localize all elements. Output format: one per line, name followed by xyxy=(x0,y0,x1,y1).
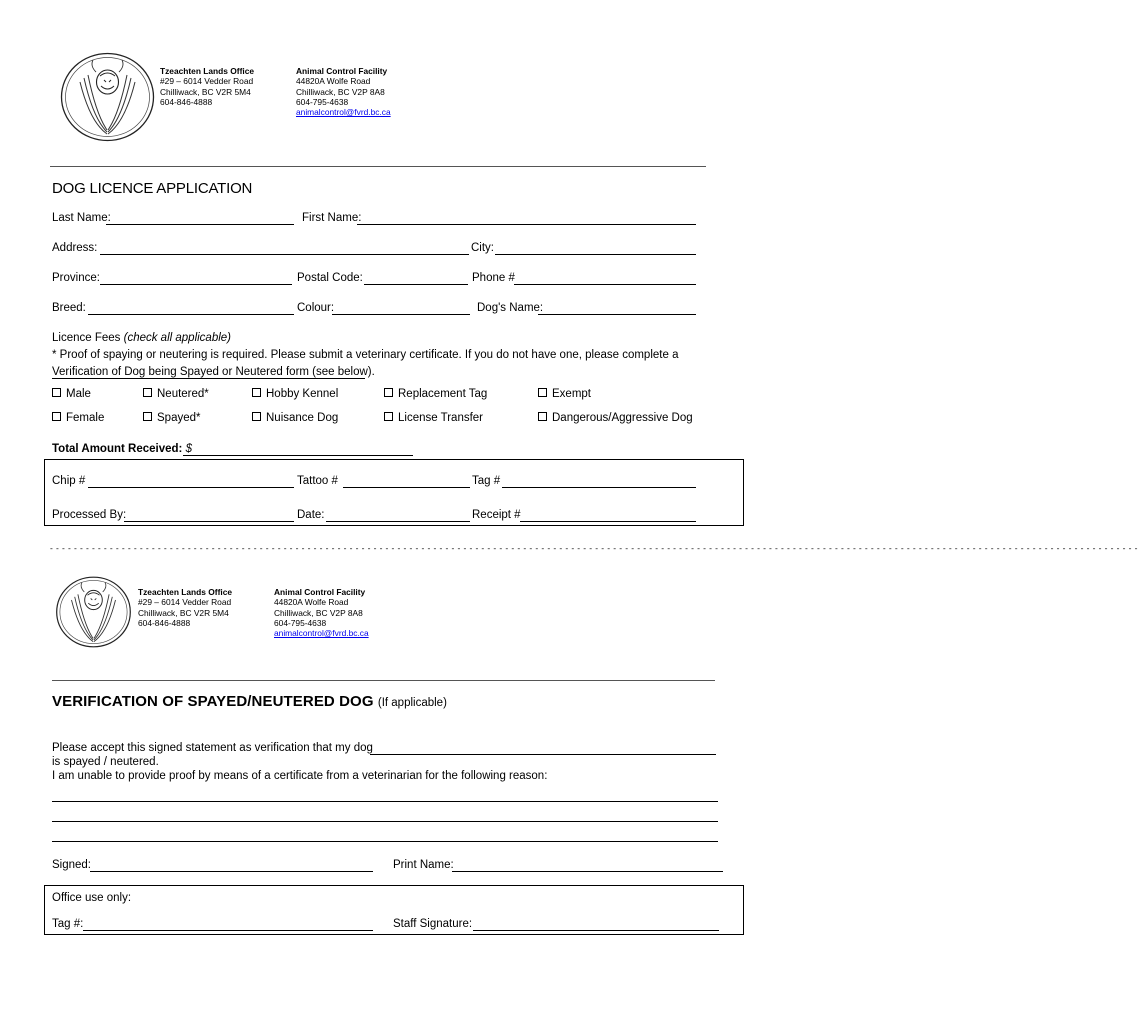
dog-name-field[interactable] xyxy=(370,754,716,755)
facility-address-line2: Chilliwack, BC V2P 8A8 xyxy=(296,86,385,97)
receipt-label: Receipt # xyxy=(472,509,521,521)
province-field[interactable] xyxy=(100,284,292,285)
verification-title-note: (If applicable) xyxy=(377,697,447,709)
checkbox-male-label: Male xyxy=(66,388,91,400)
office-name: Tzeachten Lands Office xyxy=(138,587,233,597)
facility-name: Animal Control Facility xyxy=(274,587,366,597)
office-address-block xyxy=(160,66,254,107)
postal-code-label: Postal Code: xyxy=(297,272,363,284)
facility-address-block xyxy=(274,587,369,638)
facility-address-block xyxy=(296,66,391,117)
proof-notice-underline xyxy=(52,378,365,379)
checkbox-hobby-kennel[interactable] xyxy=(252,388,338,401)
checkbox-neutered-label: Neutered* xyxy=(157,388,209,400)
checkbox-square-icon xyxy=(143,412,152,421)
total-amount-heading xyxy=(52,443,192,456)
checkbox-male[interactable] xyxy=(52,388,91,401)
checkbox-square-icon xyxy=(384,388,393,397)
tag-field[interactable] xyxy=(502,487,696,488)
office-phone: 604-846-4888 xyxy=(138,617,191,628)
reason-line-1[interactable] xyxy=(52,801,718,802)
tattoo-label: Tattoo # xyxy=(297,475,338,487)
first-name-label: First Name: xyxy=(302,212,362,224)
postal-code-field[interactable] xyxy=(364,284,468,285)
statement-part2: is spayed / neutered. xyxy=(52,756,159,768)
reason-line-2[interactable] xyxy=(52,821,718,822)
checkbox-dangerous-dog-label: Dangerous/Aggressive Dog xyxy=(552,412,693,424)
chip-field[interactable] xyxy=(88,487,294,488)
header-divider xyxy=(52,680,715,681)
first-name-field[interactable] xyxy=(357,224,696,225)
total-amount-field[interactable] xyxy=(183,455,413,456)
checkbox-square-icon xyxy=(143,388,152,397)
proof-notice-line2: Verification of Dog being Spayed or Neutered form (see below). xyxy=(52,366,375,378)
checkbox-exempt[interactable] xyxy=(538,388,591,401)
office-phone: 604-846-4888 xyxy=(160,96,213,107)
receipt-field[interactable] xyxy=(520,521,696,522)
licence-fees-label: Licence Fees xyxy=(52,332,121,344)
total-currency-symbol: $ xyxy=(185,443,192,455)
office-address-line2: Chilliwack, BC V2R 5M4 xyxy=(160,86,251,97)
checkbox-square-icon xyxy=(384,412,393,421)
statement-part1: Please accept this signed statement as verification that my dog xyxy=(52,742,373,754)
checkbox-spayed-label: Spayed* xyxy=(157,412,201,424)
address-label: Address: xyxy=(52,242,98,254)
signature-field[interactable] xyxy=(90,871,373,872)
facility-phone: 604-795-4638 xyxy=(296,96,349,107)
facility-address-line2: Chilliwack, BC V2P 8A8 xyxy=(274,607,363,618)
last-name-label: Last Name: xyxy=(52,212,111,224)
colour-label: Colour: xyxy=(297,302,335,314)
checkbox-replacement-tag[interactable] xyxy=(384,388,487,401)
dogs-name-label: Dog's Name: xyxy=(477,302,544,314)
office-address-line1: #29 – 6014 Vedder Road xyxy=(160,76,254,87)
checkbox-square-icon xyxy=(252,388,261,397)
dogs-name-field[interactable] xyxy=(538,314,696,315)
facility-name: Animal Control Facility xyxy=(296,66,388,76)
print-name-label: Print Name: xyxy=(393,859,454,871)
proof-notice-line1: * Proof of spaying or neutering is required. Please submit a veterinary certificate. If you do not have one, please complete a xyxy=(52,349,679,361)
facility-email-link[interactable]: animalcontrol@fvrd.bc.ca xyxy=(296,107,391,118)
office-use-label: Office use only: xyxy=(52,892,132,904)
last-name-field[interactable] xyxy=(106,224,294,225)
tzeachten-logo xyxy=(55,576,132,648)
checkbox-license-transfer[interactable] xyxy=(384,412,483,425)
office-address-block xyxy=(138,587,232,628)
verification-title xyxy=(52,693,447,710)
facility-email-link[interactable]: animalcontrol@fvrd.bc.ca xyxy=(274,628,369,639)
print-name-field[interactable] xyxy=(452,871,723,872)
date-label: Date: xyxy=(297,509,325,521)
verification-title-text: VERIFICATION OF SPAYED/NEUTERED DOG xyxy=(52,693,374,710)
chip-label: Chip # xyxy=(52,475,86,487)
office-address-line2: Chilliwack, BC V2R 5M4 xyxy=(138,607,229,618)
office-tag-field[interactable] xyxy=(83,930,373,931)
tag-label: Tag # xyxy=(472,475,501,487)
form-title: DOG LICENCE APPLICATION xyxy=(52,180,253,197)
staff-signature-field[interactable] xyxy=(473,930,719,931)
checkbox-spayed[interactable] xyxy=(143,412,200,425)
office-address-line1: #29 – 6014 Vedder Road xyxy=(138,597,232,608)
cut-line: - - - - - - - - - - - - - - - - - - - - - - - - - - - - - - - - - - - - - - - - - - - - - - - - - - - - - - - - - - - - - - - - - - - - - - - - - - - - - - - - - - - - - - - - - - - - - - - - - - - - - - - - - - - - - - - - - - - - - - - - - - - - - - - - - - - - - - - - - - - - - - - - - - - - - - - - - - - - - - - - - - - - - - - - - - - - - - - - - - - - - - xyxy=(50,543,1138,553)
checkbox-female[interactable] xyxy=(52,412,104,425)
office-processing-box xyxy=(44,459,744,526)
total-amount-label: Total Amount Received: xyxy=(52,443,183,455)
checkbox-square-icon xyxy=(252,412,261,421)
checkbox-nuisance-dog[interactable] xyxy=(252,412,338,425)
tzeachten-logo xyxy=(60,52,155,142)
checkbox-exempt-label: Exempt xyxy=(552,388,591,400)
checkbox-square-icon xyxy=(538,388,547,397)
phone-field[interactable] xyxy=(514,284,696,285)
colour-field[interactable] xyxy=(332,314,470,315)
header-divider xyxy=(50,166,706,167)
city-label: City: xyxy=(471,242,494,254)
facility-address-line1: 44820A Wolfe Road xyxy=(274,597,349,608)
office-tag-label: Tag #: xyxy=(52,918,84,930)
breed-field[interactable] xyxy=(88,314,294,315)
checkbox-female-label: Female xyxy=(66,412,105,424)
statement-line3: I am unable to provide proof by means of a certificate from a veterinarian for the following reason: xyxy=(52,770,548,782)
province-label: Province: xyxy=(52,272,100,284)
date-field[interactable] xyxy=(326,521,470,522)
processed-by-field[interactable] xyxy=(124,521,294,522)
reason-line-3[interactable] xyxy=(52,841,718,842)
checkbox-square-icon xyxy=(538,412,547,421)
address-field[interactable] xyxy=(100,254,469,255)
checkbox-square-icon xyxy=(52,412,61,421)
staff-signature-label: Staff Signature: xyxy=(393,918,473,930)
signed-label: Signed: xyxy=(52,859,92,871)
licence-fees-heading xyxy=(52,332,231,345)
facility-address-line1: 44820A Wolfe Road xyxy=(296,76,371,87)
checkbox-replacement-tag-label: Replacement Tag xyxy=(398,388,488,400)
checkbox-license-transfer-label: License Transfer xyxy=(398,412,484,424)
office-name: Tzeachten Lands Office xyxy=(160,66,255,76)
phone-label: Phone # xyxy=(472,272,515,284)
checkbox-square-icon xyxy=(52,388,61,397)
breed-label: Breed: xyxy=(52,302,86,314)
checkbox-nuisance-dog-label: Nuisance Dog xyxy=(266,412,339,424)
licence-fees-hint: (check all applicable) xyxy=(123,332,231,344)
facility-phone: 604-795-4638 xyxy=(274,617,327,628)
city-field[interactable] xyxy=(495,254,696,255)
checkbox-dangerous-dog[interactable] xyxy=(538,412,693,425)
tattoo-field[interactable] xyxy=(343,487,470,488)
checkbox-neutered[interactable] xyxy=(143,388,209,401)
processed-by-label: Processed By: xyxy=(52,509,127,521)
checkbox-hobby-kennel-label: Hobby Kennel xyxy=(266,388,339,400)
